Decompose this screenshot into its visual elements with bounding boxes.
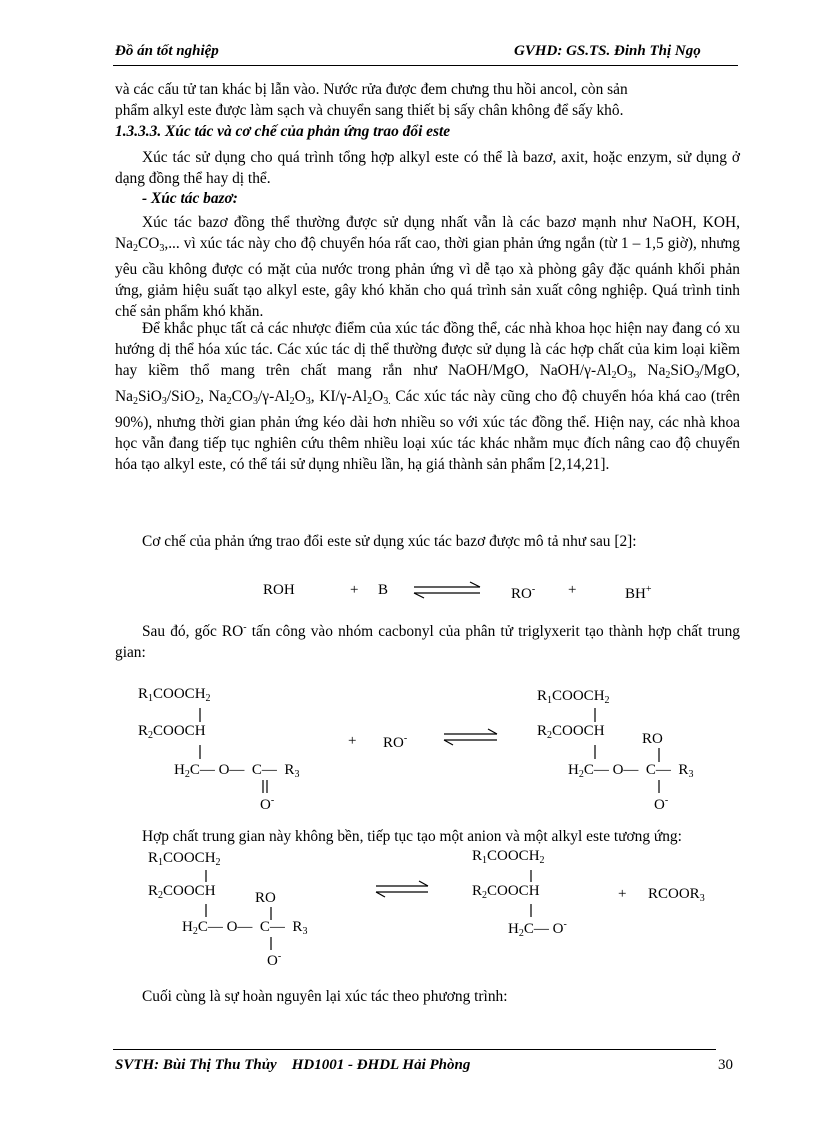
s1-ro: RO- — [383, 733, 408, 751]
s2-ominus: O- — [654, 795, 669, 813]
header-right: GVHD: GS.TS. Đinh Thị Ngọ — [514, 43, 701, 59]
p4-e: /SiO — [166, 388, 196, 405]
subheading-base: - Xúc tác bazơ: — [142, 190, 238, 207]
p7-text: Hợp chất trung gian này không bền, tiếp tục tạo một anion và một alkyl este tương ứng: — [142, 828, 682, 845]
s1-ominus: O- — [260, 795, 275, 813]
s1-h2c: $H_2C—$ O— C— $R_3$ — [174, 762, 300, 780]
p2-text: Xúc tác sử dụng cho quá trình tổng hợp alkyl este có thể là bazơ, axit, hoặc enzym, sử dụng ở dạng đồng thể hay dị thể. — [115, 149, 740, 187]
p3-a: Xúc tác bazơ đồng thể thường được sử dụng nhất vẫn là các bazơ mạnh như NaOH, KOH, Na — [115, 214, 740, 252]
eq1-arrow-top-head — [470, 582, 480, 587]
p3-b: CO — [137, 235, 160, 252]
s3-h2c: $H_2C—$ O— C— $R_3$ — [182, 919, 308, 937]
s4-h2c: $H_2C—$ O- — [508, 919, 567, 939]
eq1-bh-text: BH — [625, 586, 646, 602]
s1-plus: + — [348, 733, 357, 749]
eq1-ro-charge: - — [531, 584, 536, 595]
p6-a: Sau đó, gốc RO — [142, 623, 244, 640]
s1-r2: $R_2COOCH$ — [138, 723, 206, 741]
p1-line2: phẩm alkyl este được làm sạch và chuyển sang thiết bị sấy chân không để sấy khô. — [115, 102, 624, 119]
p8-text: Cuối cùng là sự hoàn nguyên lại xúc tác theo phương trình: — [142, 988, 508, 1005]
s3-r2: $R_2COOCH$ — [148, 883, 216, 901]
s4-r1: $R_1COOCH_2$ — [472, 848, 545, 866]
p4-a: Để khắc phục tất cả các nhược điểm của xúc tác đồng thể, các nhà khoa học hiện nay đang có xu hướng dị thể hóa xúc tác. Các xúc tác dị thể thường được sử dụng là các hợp chất của kim loại kiềm hay kiềm thổ mang trên chất mang rắn như NaOH/MgO, NaOH/γ-Al — [115, 320, 740, 379]
eq1-b: B — [378, 582, 389, 598]
p4-d: /MgO, Na — [115, 362, 740, 405]
p3-c: ,... vì xúc tác này cho độ chuyển hóa rất cao, thời gian phản ứng ngắn (từ 1 – 1,5 giờ), nhưng yêu cầu không được có mặt của nước trong phản ứng vì dễ tạo xà phòng gây đặc quánh khối phản ứng, giảm hiệu suất tạo alkyl este, gây khó khăn cho quá trình sản xuất công nghiệp. Quá trình tinh chế sản phẩm khó khăn. — [115, 235, 740, 320]
p6-b: tấn công vào nhóm cacbonyl của phân tử triglyxerit tạo thành hợp chất trung gian: — [115, 623, 740, 661]
footer-left: SVTH: Bùi Thị Thu Thủy HD1001 - ĐHDL Hải Phòng — [115, 1057, 471, 1073]
s-arrow1-bottom-head — [444, 740, 453, 745]
p4-i: , KI/γ-Al — [310, 388, 368, 405]
eq1-arrow-bottom-head — [414, 593, 424, 598]
eq1-roh: ROH — [263, 582, 295, 598]
s3-r1: $R_1COOCH_2$ — [148, 850, 221, 868]
s-arrow2-top-head — [419, 881, 428, 886]
p4-h: /γ-Al — [258, 388, 290, 405]
s4-plus: + — [618, 886, 627, 902]
page-number: 30 — [718, 1057, 733, 1073]
s2-h2c: $H_2C—$ O— C— $R_3$ — [568, 762, 694, 780]
p1-line1: và các cấu tử tan khác bị lẫn vào. Nước rửa được đem chưng thu hồi ancol, còn sản — [115, 81, 628, 98]
paragraph-6: Sau đó, gốc RO- tấn công vào nhóm cacbonyl của phân tử triglyxerit tạo thành hợp chất trung gian: — [115, 622, 740, 661]
eq1-ro-text: RO — [511, 586, 532, 602]
p4-g: CO — [231, 388, 254, 405]
s4-rcoor3: $RCOOR_3$ — [648, 886, 705, 904]
eq1-plus1: + — [350, 582, 359, 598]
p4-c: SiO — [670, 362, 695, 379]
p4-f: , Na — [200, 388, 227, 405]
p4-b: , Na — [632, 362, 666, 379]
s3-ominus: O- — [267, 951, 282, 969]
s4-r2: $R_2COOCH$ — [472, 883, 540, 901]
s-arrow1-top-head — [488, 729, 497, 734]
header-left: Đồ án tốt nghiệp — [115, 43, 219, 59]
s3-ro: RO — [255, 890, 276, 906]
s1-r1: $R_1COOCH_2$ — [138, 686, 211, 704]
footer-rule — [113, 1049, 716, 1050]
section-heading: 1.3.3.3. Xúc tác và cơ chế của phản ứng trao đổi este — [115, 123, 451, 140]
p5-text: Cơ chế của phản ứng trao đổi este sử dụng xúc tác bazơ được mô tả như sau [2]: — [142, 533, 637, 550]
s2-r2: $R_2COOCH$ — [537, 723, 605, 741]
eq1-plus2: + — [568, 582, 577, 598]
p4-j: Các xúc tác này cũng cho độ chuyển hóa khá cao (trên 90%), nhưng thời gian phản ứng kéo dài hơn nhiều so với xúc tác đồng thể. Hiện nay, các nhà khoa học vẫn đang tiếp tục nghiên cứu thêm nhiều loại xúc tác khác nhằm mục đích nâng cao độ chuyển hóa tạo alkyl este, có thể tái sử dụng nhiều lần, hạ giá thành sản phẩm [2,14,21]. — [115, 388, 740, 473]
eq1-bh-charge: + — [645, 584, 652, 595]
s2-r1: $R_1COOCH_2$ — [537, 688, 610, 706]
paragraph-4: Để khắc phục tất cả các nhược điểm của xúc tác đồng thể, các nhà khoa học hiện nay đang có xu hướng dị thể hóa xúc tác. Các xúc tác dị thể thường được sử dụng là các hợp chất của kim loại kiềm hay kiềm thổ mang trên chất mang rắn như NaOH/MgO, NaOH/$\gamma-Al_2O_3$, $Na_2SiO_3$/MgO, $Na_2SiO_3/SiO_2$, $Na_2CO_3/\gamma-Al_2O_3$, $KI/\gamma-Al_2O_{3.}$ Các xúc tác này cũng cho độ chuyển hóa khá cao (trên 90%), nhưng thời gian phản ứng kéo dài hơn nhiều so với xúc tác đồng thể. Hiện nay, các nhà khoa học vẫn đang tiếp tục nghiên cứu thêm nhiều loại xúc tác khác nhằm mục đích nâng cao độ chuyển hóa tạo alkyl este, có thể tái sử dụng nhiều lần, hạ giá thành sản phẩm [2,14,21]. — [115, 320, 740, 473]
paragraph-3: Xúc tác bazơ đồng thể thường được sử dụng nhất vẫn là các bazơ mạnh như NaOH, KOH, $Na_2CO_3$,... vì xúc tác này cho độ chuyển hóa rất cao, thời gian phản ứng ngắn (từ 1 – 1,5 giờ), nhưng yêu cầu không được có mặt của nước trong phản ứng vì dễ tạo xà phòng gây đặc quánh khối phản ứng, giảm hiệu suất tạo alkyl este, gây khó khăn cho quá trình sản xuất công nghiệp. Quá trình tinh chế sản phẩm khó khăn. — [115, 214, 740, 320]
s-arrow2-bottom-head — [376, 892, 385, 897]
s2-ro: RO — [642, 731, 663, 747]
